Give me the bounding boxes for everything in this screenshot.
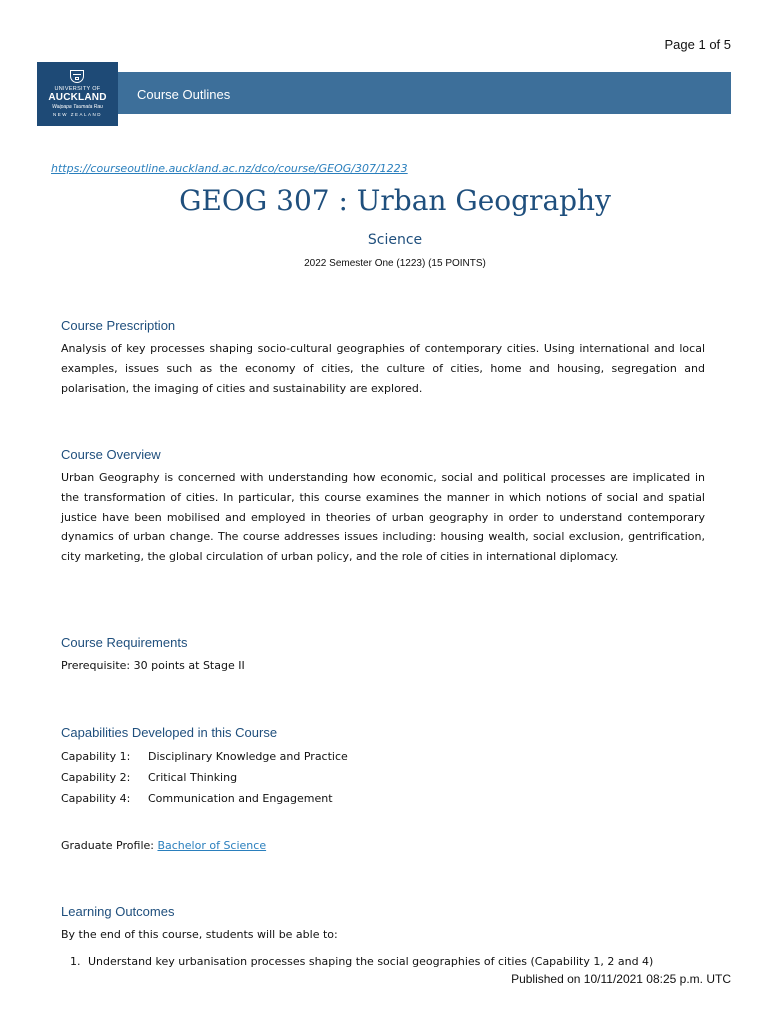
outcome-number: 1.	[70, 955, 81, 968]
learning-outcomes-heading: Learning Outcomes	[61, 904, 175, 919]
graduate-profile	[61, 839, 266, 852]
capability-label: Capability 4:	[61, 792, 131, 805]
overview-section	[61, 447, 705, 567]
prescription-section	[61, 318, 705, 398]
capability-row	[61, 788, 705, 809]
capability-value: Disciplinary Knowledge and Practice	[148, 750, 348, 763]
learning-outcome-item	[70, 955, 653, 968]
overview-heading: Course Overview	[61, 447, 161, 462]
requirements-section	[61, 635, 705, 676]
logo-line-3: Waipapa Taumata Rau	[52, 104, 103, 110]
capability-value: Critical Thinking	[148, 771, 238, 784]
capabilities-heading: Capabilities Developed in this Course	[61, 725, 278, 740]
crest-icon	[70, 70, 84, 83]
capabilities-section	[61, 725, 705, 809]
faculty-name: Science	[367, 232, 423, 248]
outcome-text: Understand key urbanisation processes shaping the social geographies of cities (Capability 1, 2 and 4)	[88, 955, 654, 968]
prescription-heading: Course Prescription	[61, 318, 176, 333]
requirements-text: Prerequisite: 30 points at Stage II	[61, 659, 245, 672]
course-url-link[interactable]: https://courseoutline.auckland.ac.nz/dco/course/GEOG/307/1223	[51, 162, 408, 175]
learning-outcomes-section	[61, 904, 705, 945]
prescription-text: Analysis of key processes shaping socio-cultural geographies of contemporary cities. Using international and local examples, issues such as the economy of cities, the culture of cities, home and housing, segregation and polarisation, the imaging of cities and sustainability are explored.	[61, 342, 705, 395]
capability-value: Communication and Engagement	[148, 792, 333, 805]
overview-text: Urban Geography is concerned with understanding how economic, social and political processes are implicated in the transformation of cities. In particular, this course examines the manner in which notions of social and spatial justice have been mobilised and employed in theories of urban geography in order to understand contemporary dynamics of urban change. The course addresses issues including: housing wealth, social exclusion, gentrification, city marketing, the global circulation of urban policy, and the role of cities in international diplomacy.	[61, 471, 705, 564]
capability-row	[61, 746, 705, 767]
capability-label: Capability 1:	[61, 750, 131, 763]
logo-line-2: AUCKLAND	[48, 92, 107, 103]
capability-row	[61, 767, 705, 788]
requirements-heading: Course Requirements	[61, 635, 188, 650]
published-footer: Published on 10/11/2021 08:25 p.m. UTC	[511, 972, 731, 986]
capability-label: Capability 2:	[61, 771, 131, 784]
learning-outcomes-intro: By the end of this course, students will be able to:	[61, 928, 338, 941]
course-title: GEOG 307 : Urban Geography	[179, 184, 611, 217]
university-logo[interactable]	[37, 62, 118, 126]
graduate-profile-link[interactable]: Bachelor of Science	[157, 839, 267, 852]
logo-line-1: UNIVERSITY OF	[54, 86, 101, 92]
page-number: Page 1 of 5	[664, 37, 731, 52]
graduate-profile-label: Graduate Profile:	[61, 839, 154, 852]
semester-info: 2022 Semester One (1223) (15 POINTS)	[304, 258, 486, 269]
logo-line-4: NEW ZEALAND	[52, 112, 102, 117]
banner-title[interactable]: Course Outlines	[137, 87, 231, 102]
